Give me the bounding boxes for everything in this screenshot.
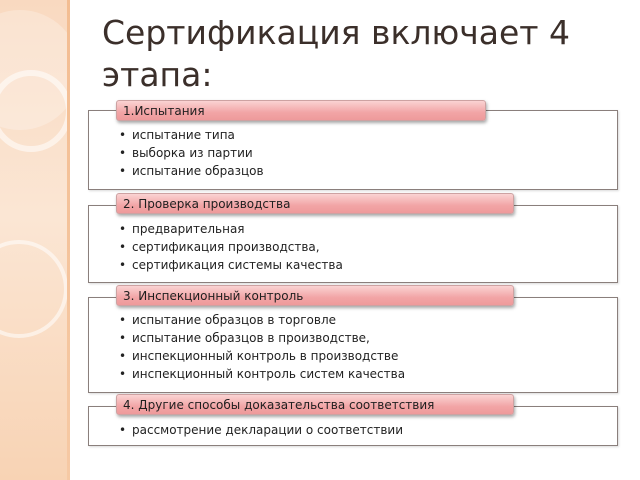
section-testing xyxy=(88,100,618,190)
list-item: • инспекционный контроль в производстве xyxy=(119,349,399,363)
decorative-ring xyxy=(0,240,68,338)
decorative-side-strip xyxy=(0,0,70,480)
list-item: • испытание образцов в производстве, xyxy=(119,331,370,345)
list-item: • сертификация системы качества xyxy=(119,258,343,272)
list-item: • испытание образцов в торговле xyxy=(119,313,336,327)
section-header: 3. Инспекционный контроль xyxy=(116,285,514,306)
section-list xyxy=(118,421,403,439)
section-header: 2. Проверка производства xyxy=(116,193,514,214)
section-other-methods xyxy=(88,394,618,448)
list-item: • инспекционный контроль систем качества xyxy=(119,367,406,381)
section-header: 1.Испытания xyxy=(116,100,486,121)
list-item: • сертификация производства, xyxy=(119,240,320,254)
list-item: • испытание типа xyxy=(119,128,235,142)
decorative-ring xyxy=(0,70,70,152)
section-list xyxy=(118,220,343,274)
list-item: • предварительная xyxy=(119,222,245,236)
list-item: • выборка из партии xyxy=(119,146,253,160)
strip-edge xyxy=(67,0,70,480)
section-list xyxy=(118,126,264,180)
section-inspection xyxy=(88,285,618,393)
list-item: • рассмотрение декларации о соответствии xyxy=(119,423,404,437)
slide-title: Сертификация включает 4 этапа: xyxy=(102,13,571,94)
section-header: 4. Другие способы доказательства соответствия xyxy=(116,394,514,415)
list-item: • испытание образцов xyxy=(119,164,264,178)
section-production-check xyxy=(88,193,618,283)
section-list xyxy=(118,311,405,383)
